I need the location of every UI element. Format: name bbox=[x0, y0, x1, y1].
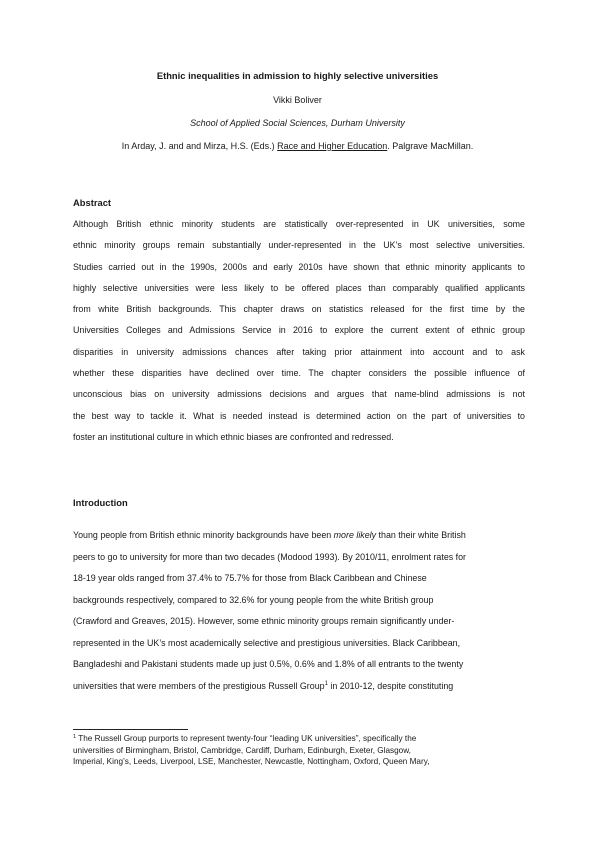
intro-line1-start: Young people from British ethnic minority backgrounds have been bbox=[73, 530, 334, 540]
abstract-line: whether these disparities have declined over time. The chapter considers the possible influence of bbox=[73, 368, 525, 379]
intro-line: Bangladeshi and Pakistani students made up just 0.5%, 0.6% and 1.8% of all entrants to the twenty bbox=[73, 659, 464, 669]
footnote-divider bbox=[73, 729, 188, 730]
abstract-line: Although British ethnic minority students are statistically over-represented in UK universities, some bbox=[73, 219, 525, 229]
footnote-marker: 1 bbox=[73, 734, 77, 740]
footnote-line bbox=[73, 733, 525, 745]
footnote-text: The Russell Group purports to represent twenty-four “leading UK universities”, specifically the bbox=[76, 734, 417, 743]
abstract-line: disparities in university admissions chances after taking prior attainment into account and to ask bbox=[73, 346, 525, 357]
abstract-line: from white British backgrounds. This chapter draws on statistics released for the first time by the bbox=[73, 304, 525, 315]
abstract-line: highly selective universities were less likely to be offered places than comparably qualified applicants bbox=[73, 282, 525, 293]
intro-line: 18-19 year olds ranged from 37.4% to 75.7% for those from Black Caribbean and Chinese bbox=[73, 573, 427, 583]
intro-line bbox=[73, 525, 525, 547]
abstract-line: Universities Colleges and Admissions Service in 2016 to explore the current extent of ethnic group bbox=[73, 325, 525, 336]
footnote-line: universities of Birmingham, Bristol, Cambridge, Cardiff, Durham, Edinburgh, Exeter, Glasgow, bbox=[73, 745, 411, 755]
abstract-line: ethnic minority groups remain substantially under-represented in the UK’s most selective universities. bbox=[73, 240, 525, 251]
abstract-line: the best way to tackle it. What is needed instead is determined action on the part of universities to bbox=[73, 410, 525, 421]
abstract-line: foster an institutional culture in which ethnic biases are confronted and redressed. bbox=[73, 431, 394, 442]
abstract-line: Studies carried out in the 1990s, 2000s and early 2010s have shown that ethnic minority applicants to bbox=[73, 261, 525, 272]
introduction-body bbox=[73, 525, 525, 697]
citation-line bbox=[0, 141, 595, 151]
footnote-reference[interactable]: 1 bbox=[324, 680, 328, 687]
citation-prefix: In Arday, J. and and Mirza, H.S. (Eds.) bbox=[121, 141, 278, 151]
intro-last-end: in 2010-12, despite constituting bbox=[327, 680, 454, 691]
intro-line: (Crawford and Greaves, 2015). However, some ethnic minority groups remain significantly under- bbox=[73, 616, 455, 626]
abstract-heading: Abstract bbox=[73, 197, 112, 208]
intro-line: backgrounds respectively, compared to 32.6% for young people from the white British group bbox=[73, 594, 434, 605]
introduction-heading: Introduction bbox=[73, 497, 128, 508]
author-name: Vikki Boliver bbox=[273, 95, 322, 105]
intro-line: peers to go to university for more than two decades (Modood 1993). By 2010/11, enrolment rates for bbox=[73, 551, 467, 562]
citation-book-title: Race and Higher Education bbox=[277, 141, 388, 151]
citation-suffix: . Palgrave MacMillan. bbox=[387, 141, 474, 151]
footnote bbox=[73, 733, 525, 768]
paper-title: Ethnic inequalities in admission to highly selective universities bbox=[156, 70, 439, 81]
author-affiliation: School of Applied Social Sciences, Durham University bbox=[190, 118, 405, 128]
abstract-body bbox=[73, 214, 525, 448]
intro-line: represented in the UK’s most academically selective and prestigious universities. Black Caribbean, bbox=[73, 637, 461, 648]
abstract-line: unconscious bias on university admissions decisions and argues that name-blind admissions is not bbox=[73, 389, 525, 400]
footnote-line: Imperial, King’s, Leeds, Liverpool, LSE, Manchester, Newcastle, Nottingham, Oxford, Queen Mary, bbox=[73, 757, 430, 767]
intro-last-start: universities that were members of the prestigious Russell Group bbox=[73, 680, 325, 691]
intro-emphasis: more likely bbox=[333, 530, 377, 540]
intro-line1-end: than their white British bbox=[376, 530, 466, 540]
intro-line bbox=[73, 676, 525, 698]
